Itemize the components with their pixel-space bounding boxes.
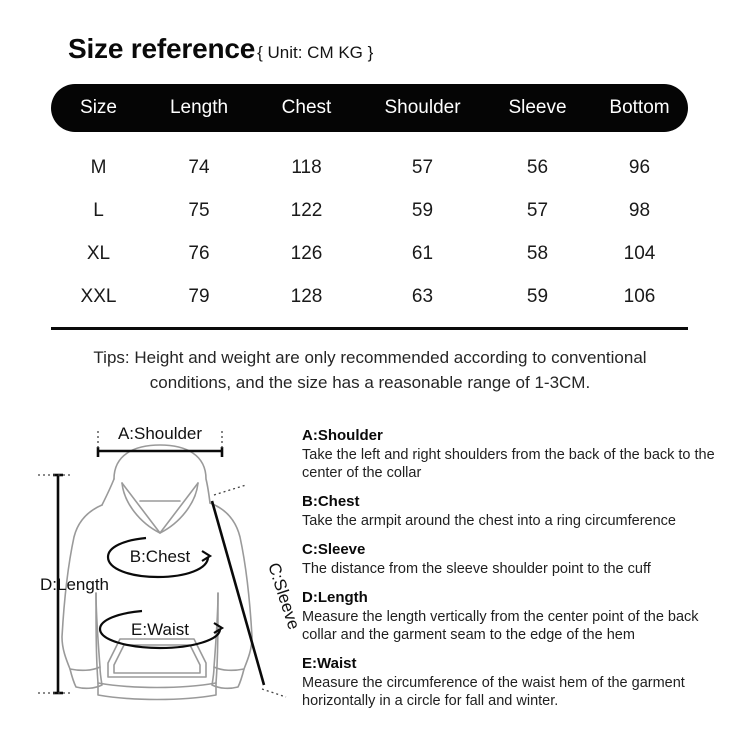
cell-bottom: 98 [628,200,651,221]
table-row [51,233,688,275]
cell-chest: 122 [290,200,323,221]
legend-description: Measure the circumference of the waist hem of the garment horizontally in a circle for fall and winter. [302,675,685,709]
legend-item-waist [302,655,722,710]
legend-term: D:Length [302,589,368,606]
cell-shoulder: 59 [411,200,434,221]
column-header-shoulder: Shoulder [384,97,461,118]
cell-size: XXL [80,286,117,307]
cell-shoulder: 57 [411,157,434,178]
legend-term: E:Waist [302,655,357,672]
cell-size: M [90,157,107,178]
cell-size: XL [86,243,111,264]
legend-item-chest [302,493,722,530]
column-header-bottom: Bottom [609,97,670,118]
page-title-unit: { Unit: CM KG } [257,43,374,62]
column-header-size: Size [80,97,117,118]
cell-shoulder: 63 [411,286,434,307]
legend-term: C:Sleeve [302,541,366,558]
hoodie-outline-icon [62,445,252,700]
cell-bottom: 96 [628,157,651,178]
cell-sleeve: 59 [526,286,549,307]
cell-sleeve: 57 [526,200,549,221]
cell-size: L [93,200,104,221]
legend-description: Take the left and right shoulders from the back of the back to the center of the collar [302,447,715,481]
waist-label: E:Waist [131,620,189,639]
length-label: D:Length [40,575,109,594]
table-row [51,190,688,232]
cell-chest: 118 [291,157,322,178]
column-header-chest: Chest [281,97,332,118]
table-row [51,147,688,189]
legend-term: A:Shoulder [302,427,383,444]
legend-term: B:Chest [302,493,360,510]
legend-description: The distance from the sleeve shoulder point to the cuff [302,561,651,577]
table-header-row [51,84,688,132]
tips-text: Tips: Height and weight are only recommended according to conventional conditions, and the size has a reasonable range of 1-3CM. [93,348,647,392]
cell-sleeve: 56 [526,157,549,178]
cell-length: 75 [188,200,210,221]
legend-item-sleeve [302,541,722,578]
cell-chest: 128 [290,286,323,307]
legend-item-shoulder [302,427,722,482]
legend-item-length [302,589,722,644]
cell-length: 76 [188,243,210,264]
cell-chest: 126 [290,243,323,264]
column-header-length: Length [169,97,229,118]
cell-sleeve: 58 [526,243,549,264]
section-divider [51,327,688,330]
hoodie-measurement-diagram [36,425,304,730]
size-table [51,84,688,318]
table-row [51,276,688,318]
cell-bottom: 106 [623,286,656,307]
column-header-sleeve: Sleeve [508,97,567,118]
shoulder-label: A:Shoulder [117,425,203,443]
page-title [68,33,373,65]
measurement-legend [302,427,722,710]
cell-bottom: 104 [623,243,656,264]
chest-label: B:Chest [129,547,191,566]
cell-shoulder: 61 [411,243,434,264]
page-title-main: Size reference [68,33,256,64]
legend-description: Measure the length vertically from the center point of the back collar and the garment seam to the edge of the hem [302,609,699,643]
cell-length: 79 [188,286,210,307]
shoulder-measure-line [98,447,222,457]
sleeve-label: C:Sleeve [264,560,304,632]
legend-description: Take the armpit around the chest into a ring circumference [302,513,676,529]
cell-length: 74 [188,157,210,178]
